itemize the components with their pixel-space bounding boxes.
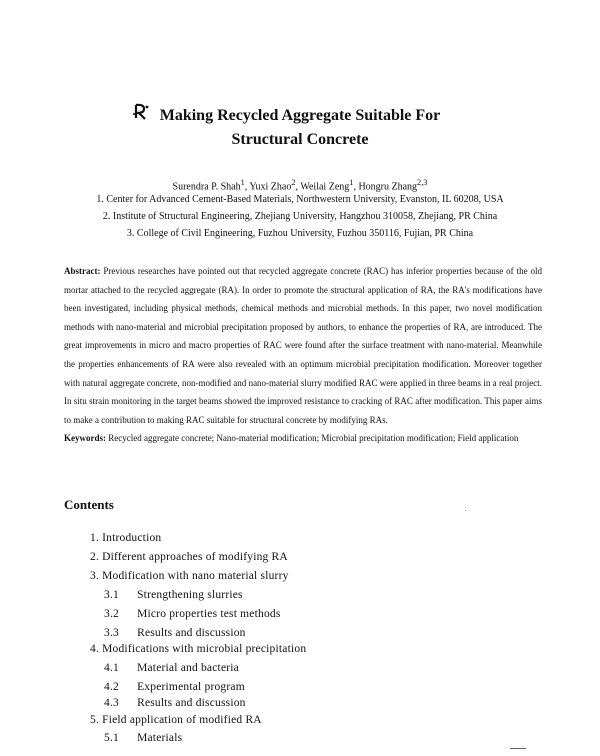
title-line-1: Making Recycled Aggregate Suitable For <box>159 107 441 124</box>
toc-item[interactable] <box>90 532 161 544</box>
toc-item[interactable] <box>90 570 289 582</box>
toc-subitem[interactable] <box>104 662 239 674</box>
keywords-label: Keywords: <box>64 433 106 444</box>
toc-label: Results and discussion <box>137 697 246 709</box>
toc-number: 4.1 <box>104 662 119 674</box>
toc-subitem[interactable] <box>104 732 182 744</box>
contents-heading: Contents <box>64 497 114 512</box>
toc-subitem[interactable] <box>104 589 243 601</box>
toc-item[interactable] <box>90 714 262 726</box>
affiliation-2: 2. Institute of Structural Engineering, Zhejiang University, Hangzhou 310058, Zhejiang, PR China <box>102 211 498 222</box>
toc-label: Results and discussion <box>137 627 246 639</box>
affiliation-3: 3. College of Civil Engineering, Fuzhou University, Fuzhou 350116, Fujian, PR China <box>126 228 474 239</box>
toc-item[interactable] <box>90 551 288 563</box>
toc-number: 5. <box>90 714 100 726</box>
toc-number: 4.2 <box>104 681 119 693</box>
toc-subitem[interactable] <box>104 627 246 639</box>
toc-label: Modifications with microbial precipitation <box>102 643 307 655</box>
author-name: Surendra P. Shah <box>172 181 241 193</box>
author-affil-sup: 1 <box>349 178 354 187</box>
toc-number: 3.1 <box>104 589 119 601</box>
author-name: Yuxi Zhao <box>249 181 292 193</box>
toc-subitem[interactable] <box>104 697 246 709</box>
paper-title <box>0 104 600 152</box>
author-name: Weilai Zeng <box>300 181 350 193</box>
scan-speck <box>465 510 466 511</box>
toc-label: Field application of modified RA <box>102 714 262 726</box>
toc-number: 5.1 <box>104 732 119 744</box>
toc-number: 4. <box>90 643 100 655</box>
toc-number: 2. <box>90 551 100 563</box>
keywords-text: Recycled aggregate concrete; Nano-material modification; Microbial precipitation modification; Field application <box>108 433 519 444</box>
title-line-2: Structural Concrete <box>231 131 369 148</box>
affiliation-1: 1. Center for Advanced Cement-Based Materials, Northwestern University, Evanston, IL 60208, USA <box>96 194 504 205</box>
toc-subitem[interactable] <box>104 608 281 620</box>
toc-number: 3.2 <box>104 608 119 620</box>
toc-label: Different approaches of modifying RA <box>102 551 288 563</box>
toc-item[interactable] <box>90 643 306 655</box>
page-number-fragment <box>510 748 526 749</box>
abstract-label: Abstract: <box>64 266 101 276</box>
author-name: Hongru Zhang <box>358 181 418 193</box>
toc-number: 1. <box>90 532 100 544</box>
toc-label: Material and bacteria <box>137 662 239 674</box>
toc-label: Modification with nano material slurry <box>102 570 289 582</box>
author-affil-sup: 1 <box>240 178 245 187</box>
author-affil-sup: 2 <box>291 178 296 187</box>
toc-label: Experimental program <box>137 681 245 693</box>
author-list: Surendra P. Shah$^1$, Yuxi Zhao$^2$, Weilai Zeng$^1$, Hongru Zhang$^{2,3}$ <box>172 178 428 193</box>
toc-label: Strengthening slurries <box>137 589 243 601</box>
toc-subitem[interactable] <box>104 681 245 693</box>
toc-number: 3.3 <box>104 627 119 639</box>
toc-label: Materials <box>137 732 183 744</box>
abstract-block <box>64 262 542 448</box>
toc-label: Introduction <box>102 532 162 544</box>
toc-number: 4.3 <box>104 697 119 709</box>
toc-number: 3. <box>90 570 100 582</box>
toc-label: Micro properties test methods <box>137 608 281 620</box>
author-affil-sup: 2,3 <box>417 178 428 187</box>
abstract-text: Previous researches have pointed out that recycled aggregate concrete (RAC) has inferior properties because of the old mortar attached to the recycled aggregate (RA). In order to promote the structural application of RA, the RA's modifications have been investigated, including physical methods, chemical methods and microbial methods. In this paper, two novel modification methods with nano-material and microbial precipitation proposed by authors, to enhance the properties of RA, are introduced. The great improvements in micro and macro properties of RAC were found after the surface treatment with nano-material. Meanwhile the properties enhancements of RA were also revealed with an optimum microbial precipitation modification. Moreover together with natural aggregate concrete, non-modified and nano-material slurry modified RAC were applied in three beams in a real project. In situ strain monitoring in the target beams showed the improved resistance to cracking of RAC after modification. This paper aims to make a contribution to making RAC suitable for structural concrete by modifying RAs. <box>64 266 542 425</box>
